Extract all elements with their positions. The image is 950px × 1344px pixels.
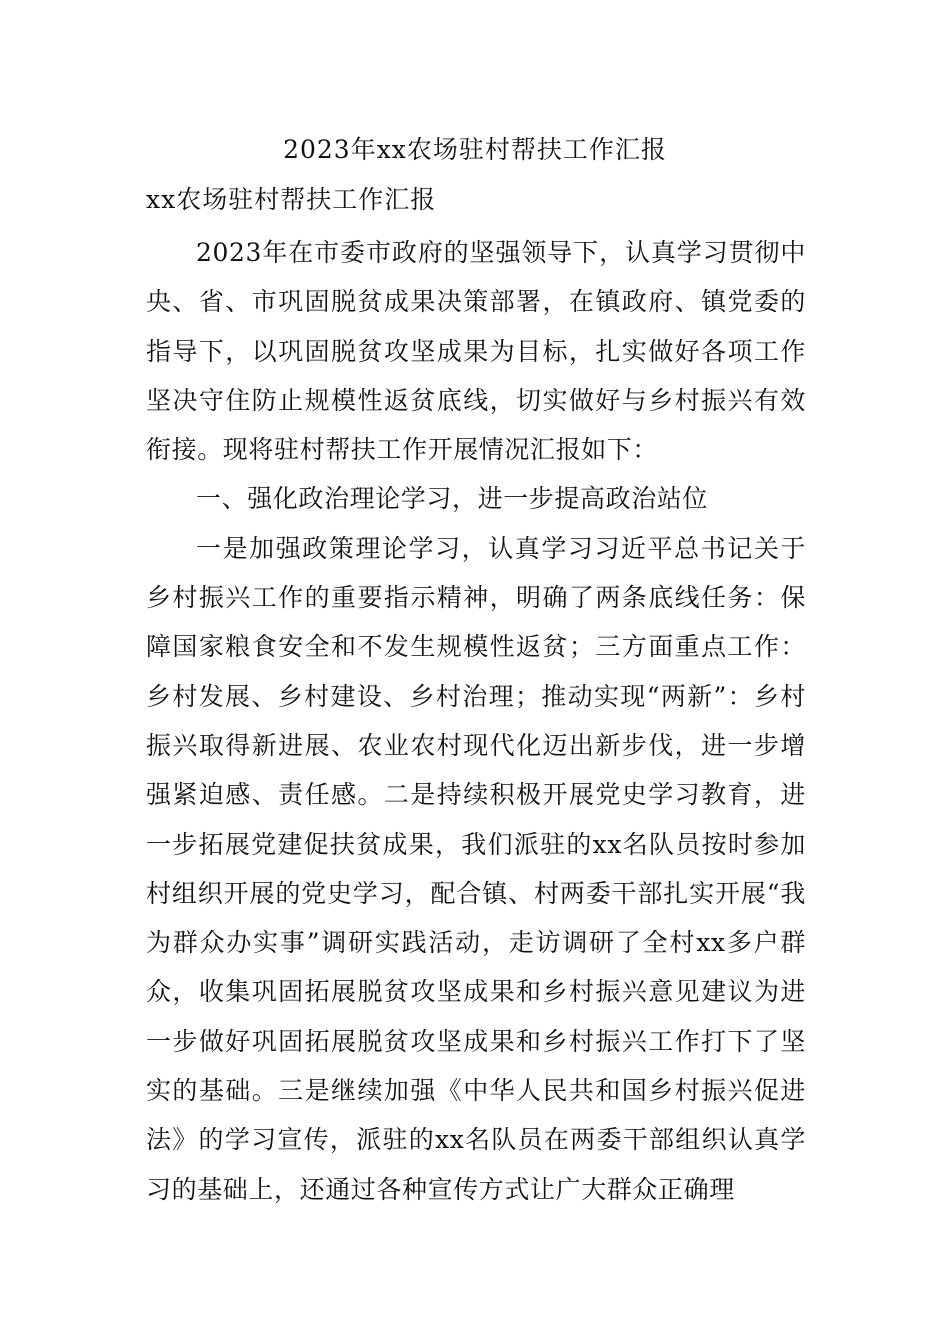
document-title: 2023年xx农场驻村帮扶工作汇报 [283, 135, 667, 164]
paragraph-intro: 2023年在市委市政府的坚强领导下，认真学习贯彻中央、省、市巩固脱贫成果决策部署，在镇政府、镇党委的指导下，以巩固脱贫攻坚成果为目标，扎实做好各项工作坚决守住防止规模性返贫底线，切实做好与乡村振兴有效衔接。现将驻村帮扶工作开展情况汇报如下： [146, 238, 806, 465]
document-body [146, 228, 806, 1214]
paragraph-section-1: 一是加强政策理论学习，认真学习习近平总书记关于乡村振兴工作的重要指示精神，明确了两条底线任务：保障国家粮食安全和不发生规模性返贫；三方面重点工作：乡村发展、乡村建设、乡村治理；推动实现“两新”：乡村振兴取得新进展、农业农村现代化迈出新步伐，进一步增强紧迫感、责任感。二是持续积极开展党史学习教育，进一步拓展党建促扶贫成果，我们派驻的xx名队员按时参加村组织开展的党史学习，配合镇、村两委干部扎实开展“我为群众办实事”调研实践活动，走访调研了全村xx多户群众，收集巩固拓展脱贫攻坚成果和乡村振兴意见建议为进一步做好巩固拓展脱贫攻坚成果和乡村振兴工作打下了坚实的基础。三是继续加强《中华人民共和国乡村振兴促进法》的学习宣传，派驻的xx名队员在两委干部组织认真学习的基础上，还通过各种宣传方式让广大群众正确理 [146, 533, 806, 1204]
section-heading-1: 一、强化政治理论学习，进一步提高政治站位 [196, 484, 709, 514]
document-subtitle: xx农场驻村帮扶工作汇报 [146, 185, 437, 214]
